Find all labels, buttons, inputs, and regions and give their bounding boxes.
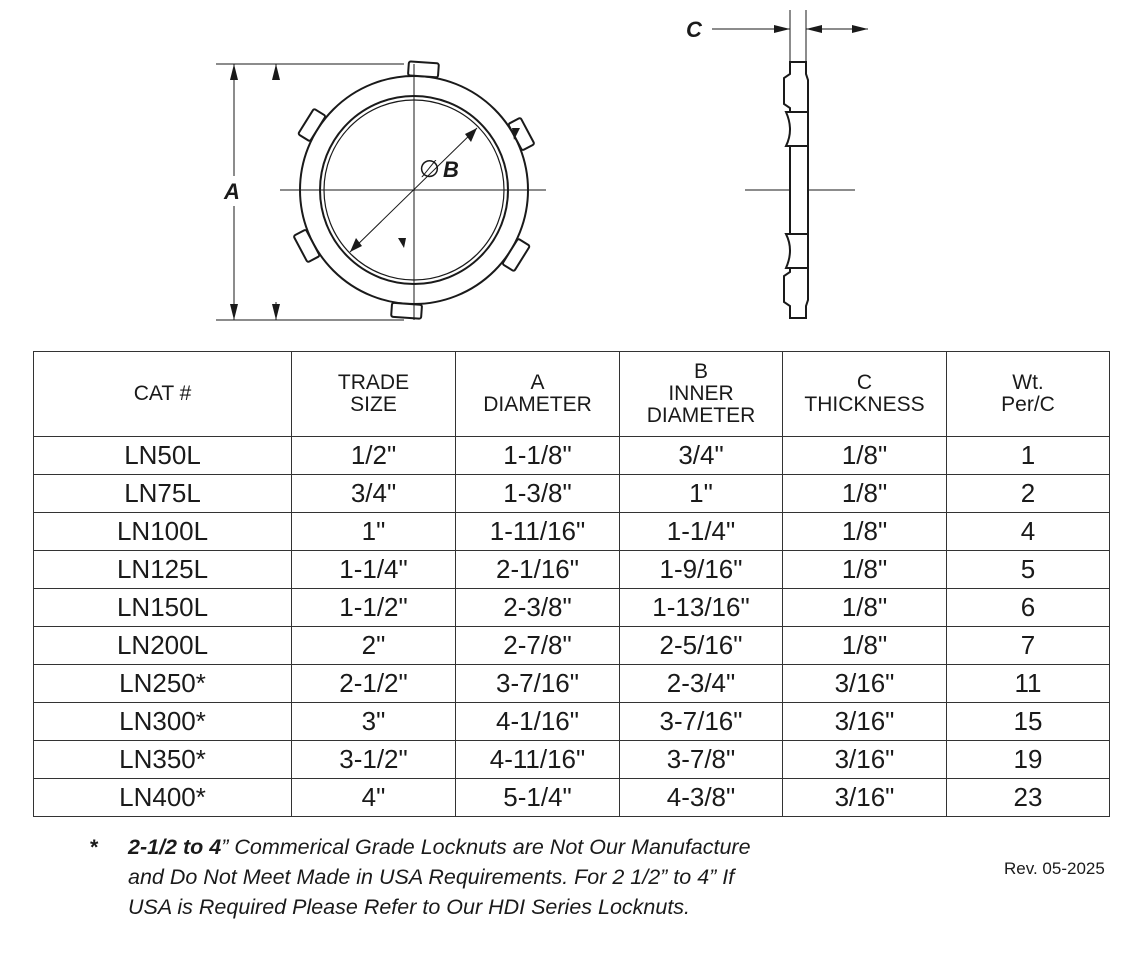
cell-inner-diameter: 1-13/16" [620,589,783,627]
cell-cat: LN350* [34,741,292,779]
cell-trade-size: 4" [292,779,456,817]
cell-thickness: 3/16" [783,703,947,741]
cell-diameter: 4-1/16" [456,703,620,741]
cell-trade-size: 1" [292,513,456,551]
cell-weight: 11 [947,665,1110,703]
cell-diameter: 1-3/8" [456,475,620,513]
cell-diameter: 1-11/16" [456,513,620,551]
cell-inner-diameter: 3-7/16" [620,703,783,741]
cell-cat: LN50L [34,437,292,475]
cell-trade-size: 2-1/2" [292,665,456,703]
table-row [34,475,1110,513]
table-row [34,513,1110,551]
dimension-a-label: A [224,179,240,204]
cell-thickness: 1/8" [783,551,947,589]
header-c-thickness: C THICKNESS [783,352,947,437]
footnote-text [128,832,988,922]
cell-inner-diameter: 1" [620,475,783,513]
footnote-line-2: and Do Not Meet Made in USA Requirements. For 2 1/2” to 4” If [128,865,735,889]
revision-label: Rev. 05-2025 [1004,859,1105,878]
cell-thickness: 3/16" [783,779,947,817]
header-trade-size: TRADE SIZE [292,352,456,437]
dimension-c-label: C [686,17,702,42]
table-row [34,703,1110,741]
header-b-inner-diameter: B INNER DIAMETER [620,352,783,437]
dimension-b-label: B [443,157,459,182]
table-row [34,437,1110,475]
cell-thickness: 1/8" [783,513,947,551]
cell-trade-size: 1-1/4" [292,551,456,589]
cell-diameter: 4-11/16" [456,741,620,779]
header-a-diameter: A DIAMETER [456,352,620,437]
cell-cat: LN150L [34,589,292,627]
cell-cat: LN300* [34,703,292,741]
cell-weight: 19 [947,741,1110,779]
cell-thickness: 1/8" [783,475,947,513]
footnote-marker: * [90,835,99,859]
cell-inner-diameter: 2-3/4" [620,665,783,703]
cell-trade-size: 1-1/2" [292,589,456,627]
cell-thickness: 3/16" [783,665,947,703]
footnote-line-1-rest: ” Commerical Grade Locknuts are Not Our Manufacture [221,835,751,859]
cell-diameter: 1-1/8" [456,437,620,475]
cell-weight: 1 [947,437,1110,475]
specifications-table [33,351,1110,817]
cell-trade-size: 3/4" [292,475,456,513]
cell-weight: 2 [947,475,1110,513]
table-row [34,551,1110,589]
cell-weight: 7 [947,627,1110,665]
cell-diameter: 3-7/16" [456,665,620,703]
cell-inner-diameter: 4-3/8" [620,779,783,817]
cell-weight: 5 [947,551,1110,589]
cell-inner-diameter: 2-5/16" [620,627,783,665]
table-row [34,741,1110,779]
cell-cat: LN400* [34,779,292,817]
footnote-line-3: USA is Required Please Refer to Our HDI Series Locknuts. [128,895,691,919]
table-row [34,665,1110,703]
table-row [34,627,1110,665]
cell-weight: 15 [947,703,1110,741]
cell-thickness: 1/8" [783,437,947,475]
cell-cat: LN75L [34,475,292,513]
footnote-emphasis: 2-1/2 to 4 [128,835,222,859]
cell-cat: LN250* [34,665,292,703]
dimension-a [216,64,404,320]
dimension-c [712,10,868,62]
cell-thickness: 3/16" [783,741,947,779]
header-weight: Wt. Per/C [947,352,1110,437]
cell-weight: 4 [947,513,1110,551]
cell-weight: 6 [947,589,1110,627]
cell-trade-size: 3" [292,703,456,741]
cell-thickness: 1/8" [783,627,947,665]
cell-inner-diameter: 3/4" [620,437,783,475]
cell-inner-diameter: 1-1/4" [620,513,783,551]
cell-inner-diameter: 1-9/16" [620,551,783,589]
cell-trade-size: 1/2" [292,437,456,475]
cell-diameter: 2-1/16" [456,551,620,589]
cell-trade-size: 2" [292,627,456,665]
cell-thickness: 1/8" [783,589,947,627]
cell-cat: LN100L [34,513,292,551]
cell-diameter: 5-1/4" [456,779,620,817]
cell-cat: LN200L [34,627,292,665]
cell-inner-diameter: 3-7/8" [620,741,783,779]
table-row [34,779,1110,817]
table-header-row [34,352,1110,437]
header-cat-number: CAT # [34,352,292,437]
dimension-b-prefix: ∅ [419,156,440,183]
table-row [34,589,1110,627]
cell-weight: 23 [947,779,1110,817]
cell-diameter: 2-3/8" [456,589,620,627]
cell-diameter: 2-7/8" [456,627,620,665]
locknut-drawing [0,0,1141,345]
footnote-line-1 [128,832,988,862]
cell-cat: LN125L [34,551,292,589]
cell-trade-size: 3-1/2" [292,741,456,779]
